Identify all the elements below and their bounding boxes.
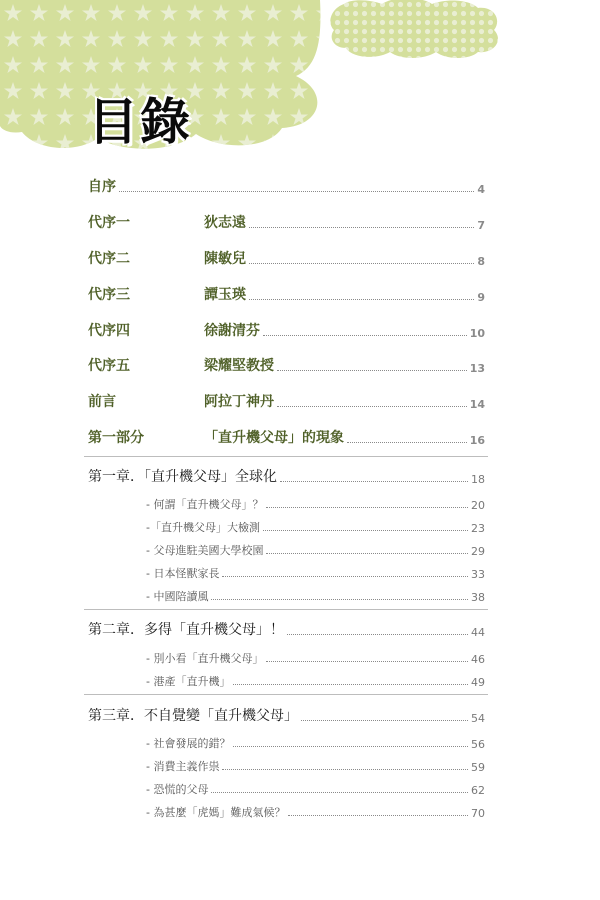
dot-leader	[266, 660, 468, 662]
page-number: 62	[471, 784, 485, 797]
dot-leader	[287, 633, 468, 635]
toc-entry-foreword-5[interactable]	[88, 355, 485, 375]
page-number: 33	[471, 568, 485, 581]
section-title: - 日本怪獸家長	[146, 567, 220, 580]
divider	[84, 694, 488, 695]
toc-section[interactable]	[146, 496, 485, 512]
page-number: 70	[471, 807, 485, 820]
entry-label: 代序四	[88, 323, 130, 339]
dot-leader	[266, 552, 468, 554]
dot-leader	[211, 598, 468, 600]
toc-entry-foreword-4[interactable]	[88, 320, 485, 340]
page-number: 14	[469, 398, 485, 411]
toc-entry-introduction[interactable]	[88, 391, 485, 411]
entry-author: 阿拉丁神丹	[204, 394, 274, 410]
section-title: - 消費主義作祟	[146, 760, 220, 773]
toc-entry-foreword-1[interactable]	[88, 212, 485, 232]
entry-label: 前言	[88, 394, 116, 410]
toc-entry-part-1[interactable]	[88, 427, 485, 447]
section-title: - 恐慌的父母	[146, 783, 209, 796]
dot-leader	[347, 441, 467, 443]
page-number: 9	[477, 291, 485, 304]
toc-section[interactable]	[146, 650, 485, 666]
entry-label: 代序三	[88, 287, 130, 303]
entry-label: 自序	[88, 179, 116, 195]
toc-section[interactable]	[146, 673, 485, 689]
toc-chapter-1[interactable]	[88, 466, 485, 486]
toc-section[interactable]	[146, 758, 485, 774]
dot-leader	[280, 480, 468, 482]
toc-chapter-3[interactable]	[88, 705, 485, 725]
entry-author: 譚玉瑛	[204, 287, 246, 303]
page-number: 46	[471, 653, 485, 666]
page-title: 目錄	[88, 93, 192, 151]
page-number: 23	[471, 522, 485, 535]
toc-section[interactable]	[146, 804, 485, 820]
entry-label: 代序五	[88, 358, 130, 374]
dot-leader	[263, 334, 467, 336]
dot-leader	[222, 575, 468, 577]
dot-leader	[288, 814, 468, 816]
chapter-title: 第三章．不自覺變「直升機父母」	[88, 708, 298, 724]
entry-author: 徐謝清芬	[204, 323, 260, 339]
entry-author: 梁耀堅教授	[204, 358, 274, 374]
chapter-title: 第二章．多得「直升機父母」！	[88, 622, 284, 638]
page-number: 16	[469, 434, 485, 447]
toc-section[interactable]	[146, 781, 485, 797]
section-title: - 別小看「直升機父母」	[146, 652, 264, 665]
page-number: 10	[469, 327, 485, 340]
section-title: - 港產「直升機」	[146, 675, 231, 688]
section-title: - 何謂「直升機父母」？	[146, 498, 264, 511]
page-number: 44	[471, 626, 485, 639]
entry-label: 代序二	[88, 251, 130, 267]
toc-section[interactable]	[146, 588, 485, 604]
page-number: 4	[477, 183, 485, 196]
page-number: 49	[471, 676, 485, 689]
divider	[84, 609, 488, 610]
page-number: 59	[471, 761, 485, 774]
dot-leader	[222, 768, 468, 770]
dot-leader	[211, 791, 468, 793]
toc-section[interactable]	[146, 565, 485, 581]
dot-leader	[119, 190, 474, 192]
section-title: - 社會發展的錯？	[146, 737, 231, 750]
dot-leader	[249, 298, 474, 300]
toc-entry-foreword-2[interactable]	[88, 248, 485, 268]
toc-section[interactable]	[146, 542, 485, 558]
entry-label: 第一部分	[88, 430, 144, 446]
page-number: 7	[477, 219, 485, 232]
page-number: 56	[471, 738, 485, 751]
page-number: 38	[471, 591, 485, 604]
entry-author: 狄志遠	[204, 215, 246, 231]
page-number: 18	[471, 473, 485, 486]
toc-entry-preface[interactable]	[88, 176, 485, 196]
page-number: 29	[471, 545, 485, 558]
section-title: - 父母進駐美國大學校園	[146, 544, 264, 557]
toc-section[interactable]	[146, 735, 485, 751]
page-number: 13	[469, 362, 485, 375]
section-title: -「直升機父母」大檢測	[146, 521, 260, 534]
toc-chapter-2[interactable]	[88, 619, 485, 639]
section-title: - 中國陪讀風	[146, 590, 209, 603]
toc-entry-foreword-3[interactable]	[88, 284, 485, 304]
entry-author: 陳敏兒	[204, 251, 246, 267]
divider	[84, 456, 488, 457]
dot-leader	[249, 226, 474, 228]
entry-author: 「直升機父母」的現象	[204, 430, 344, 446]
toc-section[interactable]	[146, 519, 485, 535]
dot-leader	[233, 745, 468, 747]
dot-leader	[263, 529, 468, 531]
section-title: - 為甚麼「虎媽」難成氣候？	[146, 806, 286, 819]
dot-leader	[249, 262, 474, 264]
page-number: 20	[471, 499, 485, 512]
dot-leader	[277, 405, 467, 407]
dot-leader	[233, 683, 468, 685]
chapter-title: 第一章．「直升機父母」全球化	[88, 469, 277, 485]
entry-label: 代序一	[88, 215, 130, 231]
page-number: 54	[471, 712, 485, 725]
dot-leader	[277, 369, 467, 371]
dot-leader	[301, 719, 468, 721]
dot-leader	[266, 506, 468, 508]
page-number: 8	[477, 255, 485, 268]
